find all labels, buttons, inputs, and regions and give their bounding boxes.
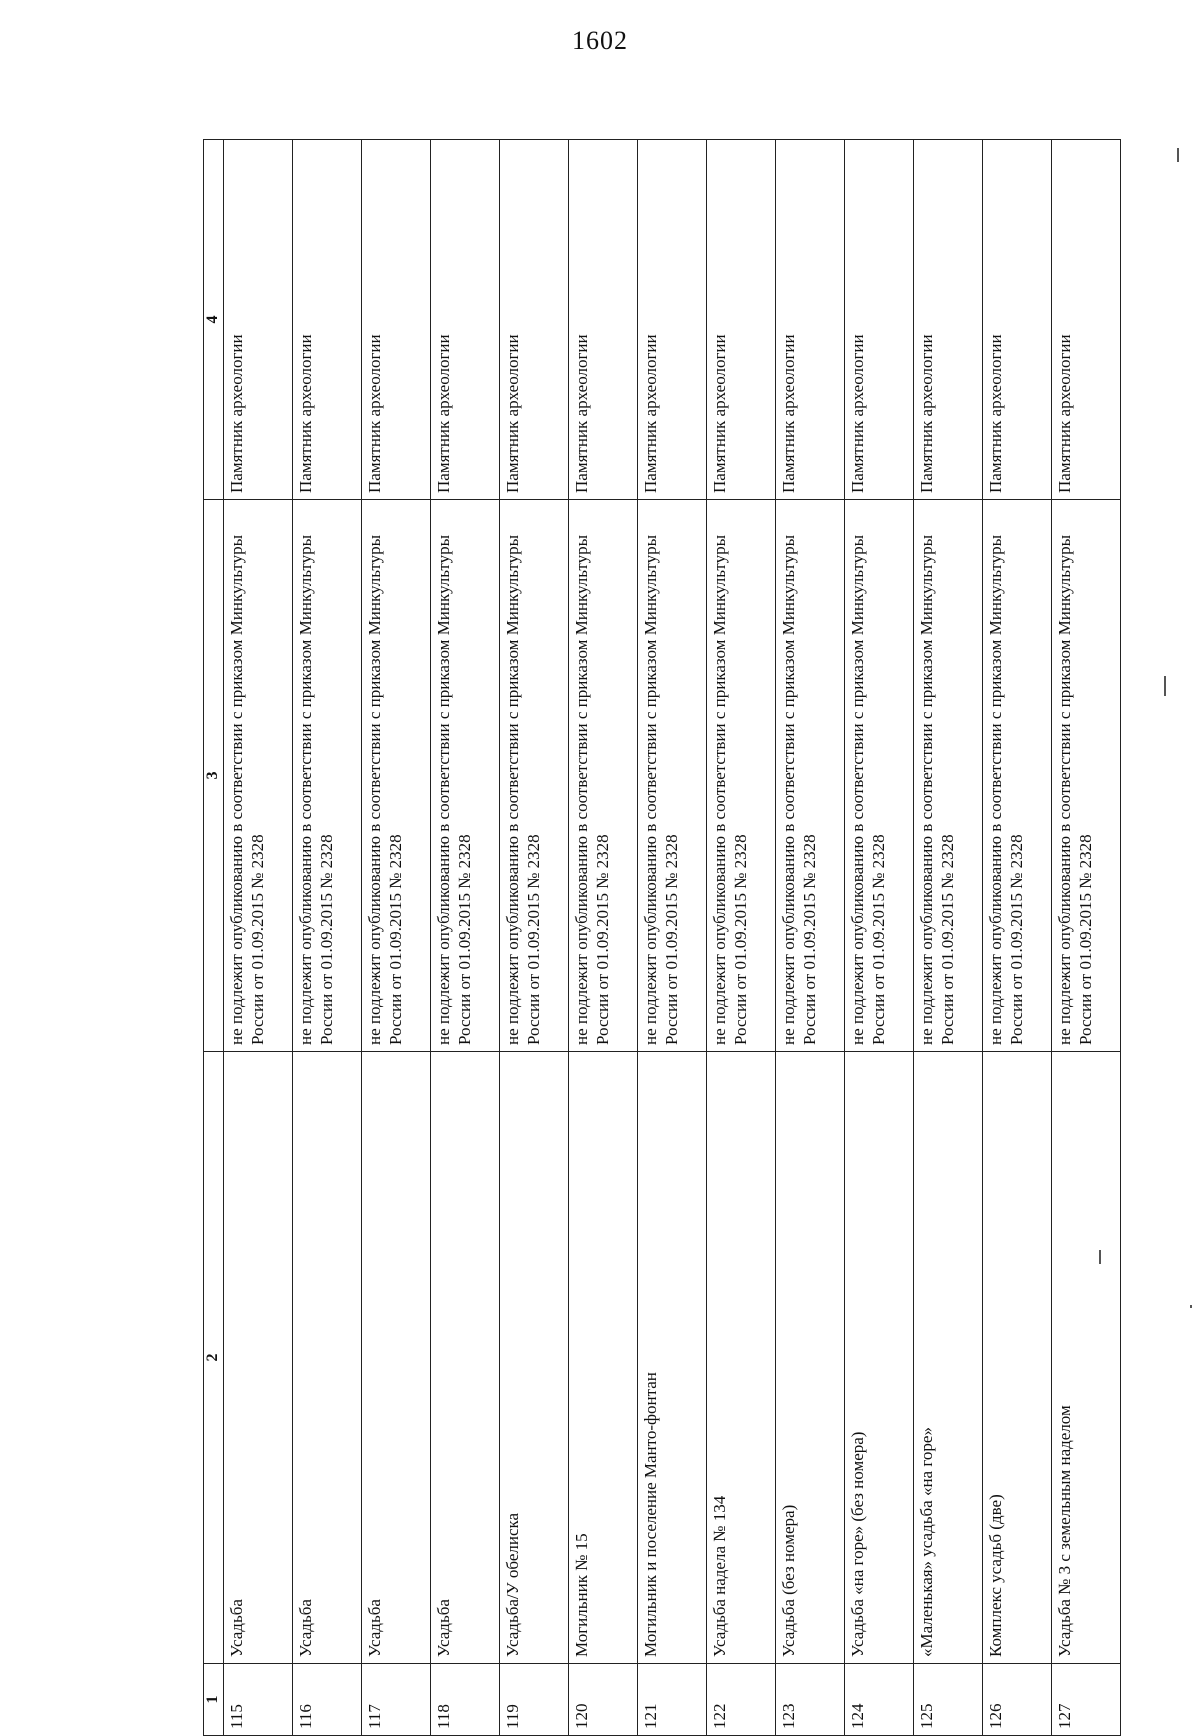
header-cell-4: 4 — [204, 140, 224, 500]
row-number-cell: 117 — [362, 1664, 431, 1736]
row-number-cell: 116 — [293, 1664, 362, 1736]
object-name-cell: Могильник и поселение Манто-фонтан — [638, 1052, 707, 1664]
object-name-cell: Усадьба № 3 с земельным наделом — [1052, 1052, 1121, 1664]
publication-status-cell: не подлежит опубликованию в соответствии с приказом Минкультуры России от 01.09.2015 № 2328 — [569, 500, 638, 1052]
category-cell: Памятник археологии — [431, 140, 500, 500]
object-name-cell: Усадьба надела № 134 — [707, 1052, 776, 1664]
category-cell: Памятник археологии — [914, 140, 983, 500]
object-name-cell: «Маленькая» усадьба «на горе» — [914, 1052, 983, 1664]
table-row — [224, 140, 293, 1736]
scan-mark — [1164, 676, 1166, 696]
publication-status-cell: не подлежит опубликованию в соответствии с приказом Минкультуры России от 01.09.2015 № 2328 — [1052, 500, 1121, 1052]
object-name-cell: Усадьба — [362, 1052, 431, 1664]
table-row — [983, 140, 1052, 1736]
publication-status-cell: не подлежит опубликованию в соответствии с приказом Минкультуры России от 01.09.2015 № 2328 — [776, 500, 845, 1052]
scan-mark — [1177, 148, 1179, 162]
header-cell-3: 3 — [204, 500, 224, 1052]
publication-status-cell: не подлежит опубликованию в соответствии с приказом Минкультуры России от 01.09.2015 № 2328 — [638, 500, 707, 1052]
object-name-cell: Усадьба — [224, 1052, 293, 1664]
object-name-cell: Комплекс усадьб (две) — [983, 1052, 1052, 1664]
object-name-cell: Могильник № 15 — [569, 1052, 638, 1664]
row-number-cell: 118 — [431, 1664, 500, 1736]
category-cell: Памятник археологии — [707, 140, 776, 500]
publication-status-cell: не подлежит опубликованию в соответствии с приказом Минкультуры России от 01.09.2015 № 2328 — [362, 500, 431, 1052]
category-cell: Памятник археологии — [293, 140, 362, 500]
scan-mark — [1190, 1305, 1192, 1308]
publication-status-cell: не подлежит опубликованию в соответствии с приказом Минкультуры России от 01.09.2015 № 2328 — [431, 500, 500, 1052]
object-name-cell: Усадьба — [431, 1052, 500, 1664]
row-number-cell: 124 — [845, 1664, 914, 1736]
row-number-cell: 120 — [569, 1664, 638, 1736]
table-row — [776, 140, 845, 1736]
publication-status-cell: не подлежит опубликованию в соответствии с приказом Минкультуры России от 01.09.2015 № 2328 — [914, 500, 983, 1052]
table-header-row — [204, 140, 224, 1736]
object-name-cell: Усадьба «на горе» (без номера) — [845, 1052, 914, 1664]
table-row — [569, 140, 638, 1736]
publication-status-cell: не подлежит опубликованию в соответствии с приказом Минкультуры России от 01.09.2015 № 2328 — [500, 500, 569, 1052]
publication-status-cell: не подлежит опубликованию в соответствии с приказом Минкультуры России от 01.09.2015 № 2328 — [224, 500, 293, 1052]
row-number-cell: 121 — [638, 1664, 707, 1736]
table-row — [500, 140, 569, 1736]
category-cell: Памятник археологии — [776, 140, 845, 500]
category-cell: Памятник археологии — [362, 140, 431, 500]
publication-status-cell: не подлежит опубликованию в соответствии с приказом Минкультуры России от 01.09.2015 № 2328 — [845, 500, 914, 1052]
category-cell: Памятник археологии — [224, 140, 293, 500]
table-row — [914, 140, 983, 1736]
row-number-cell: 115 — [224, 1664, 293, 1736]
category-cell: Памятник археологии — [638, 140, 707, 500]
category-cell: Памятник археологии — [1052, 140, 1121, 500]
publication-status-cell: не подлежит опубликованию в соответствии с приказом Минкультуры России от 01.09.2015 № 2328 — [293, 500, 362, 1052]
row-number-cell: 122 — [707, 1664, 776, 1736]
object-name-cell: Усадьба/У обелиска — [500, 1052, 569, 1664]
table-row — [707, 140, 776, 1736]
object-name-cell: Усадьба — [293, 1052, 362, 1664]
page-number: 1602 — [572, 26, 628, 55]
row-number-cell: 125 — [914, 1664, 983, 1736]
table-row — [1052, 140, 1121, 1736]
table-row — [362, 140, 431, 1736]
category-cell: Памятник археологии — [569, 140, 638, 500]
object-name-cell: Усадьба (без номера) — [776, 1052, 845, 1664]
publication-status-cell: не подлежит опубликованию в соответствии с приказом Минкультуры России от 01.09.2015 № 2328 — [707, 500, 776, 1052]
table-row — [638, 140, 707, 1736]
table-row — [431, 140, 500, 1736]
publication-status-cell: не подлежит опубликованию в соответствии с приказом Минкультуры России от 01.09.2015 № 2328 — [983, 500, 1052, 1052]
row-number-cell: 126 — [983, 1664, 1052, 1736]
row-number-cell: 127 — [1052, 1664, 1121, 1736]
header-cell-1: 1 — [204, 1664, 224, 1736]
table-row — [845, 140, 914, 1736]
scan-mark — [1099, 1250, 1101, 1264]
category-cell: Памятник археологии — [845, 140, 914, 500]
category-cell: Памятник археологии — [983, 140, 1052, 500]
header-cell-2: 2 — [204, 1052, 224, 1664]
table-row — [293, 140, 362, 1736]
row-number-cell: 123 — [776, 1664, 845, 1736]
heritage-registry-table — [203, 139, 1121, 1736]
table-container — [203, 140, 1120, 1736]
row-number-cell: 119 — [500, 1664, 569, 1736]
category-cell: Памятник археологии — [500, 140, 569, 500]
